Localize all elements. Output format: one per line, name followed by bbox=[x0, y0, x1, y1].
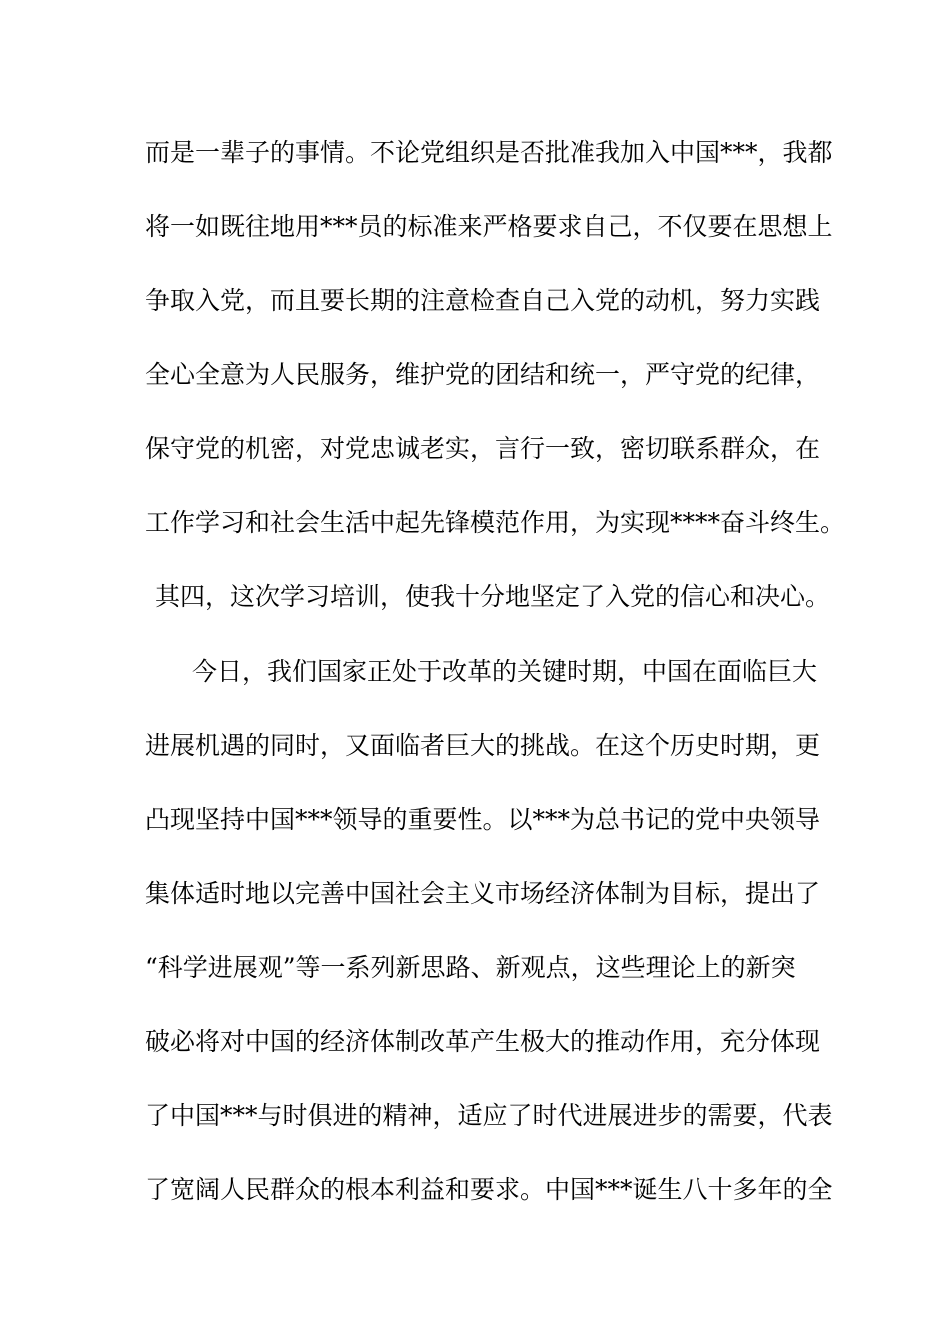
text-line-11: 集体适时地以完善中国社会主义市场经济体制为目标，提出了 bbox=[145, 879, 821, 908]
text-line-10: 凸现坚持中国***领导的重要性。以***为总书记的党中央领导 bbox=[145, 805, 821, 834]
text-line-15: 了宽阔人民群众的根本利益和要求。中国***诞生八十多年的全 bbox=[145, 1175, 833, 1204]
text-line-2: 将一如既往地用***员的标准来严格要求自己，不仅要在思想上 bbox=[145, 212, 833, 241]
text-line-13: 破必将对中国的经济体制改革产生极大的推动作用，充分体现 bbox=[145, 1027, 821, 1056]
text-line-3: 争取入党，而且要长期的注意检查自己入党的动机，努力实践 bbox=[145, 286, 821, 315]
paragraph-start-line: 今日，我们国家正处于改革的关键时期，中国在面临巨大 bbox=[192, 657, 818, 686]
text-line-14: 了中国***与时俱进的精神，适应了时代进展进步的需要，代表 bbox=[145, 1101, 833, 1130]
text-line-9: 进展机遇的同时，又面临者巨大的挑战。在这个历史时期，更 bbox=[145, 731, 821, 760]
text-line-12: “科学进展观”等一系列新思路、新观点，这些理论上的新突 bbox=[145, 953, 796, 982]
text-line-6: 工作学习和社会生活中起先锋模范作用，为实现****奋斗终生。 bbox=[145, 508, 846, 537]
text-line-5: 保守党的机密，对党忠诚老实，言行一致，密切联系群众，在 bbox=[145, 434, 821, 463]
text-line-1: 而是一辈子的事情。不论党组织是否批准我加入中国***，我都 bbox=[145, 138, 833, 167]
text-line-7: 其四，这次学习培训，使我十分地坚定了入党的信心和决心。 bbox=[155, 582, 831, 611]
text-line-4: 全心全意为人民服务，维护党的团结和统一，严守党的纪律， bbox=[145, 360, 821, 389]
